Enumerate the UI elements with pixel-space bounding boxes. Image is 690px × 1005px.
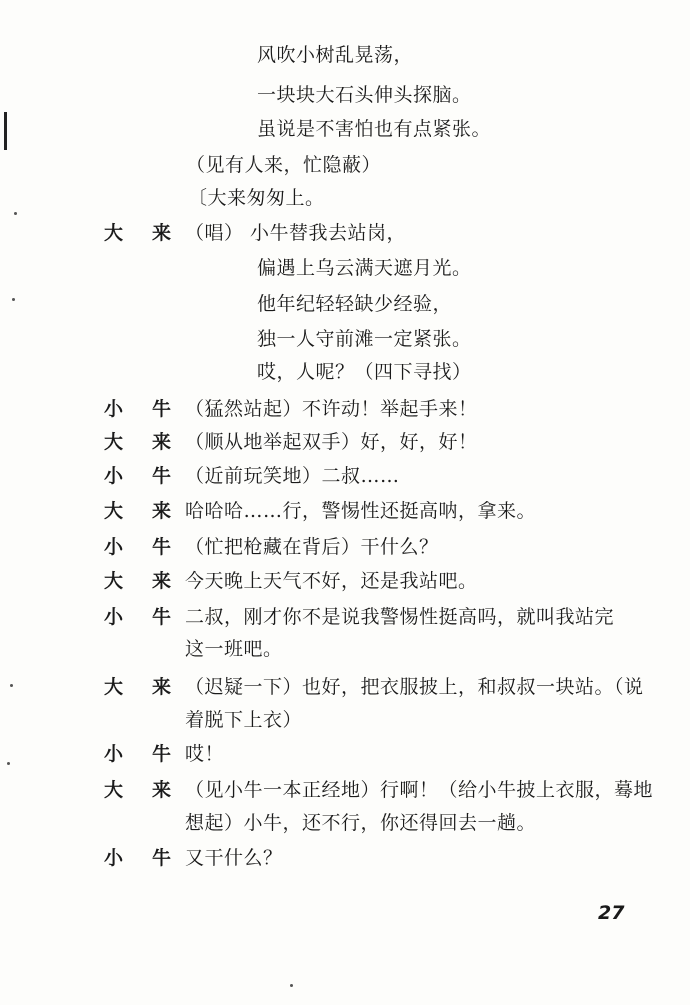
- verse-line: 虽说是不害怕也有点紧张。: [257, 118, 492, 140]
- speaker-label: 小 牛: [104, 398, 172, 420]
- dialog-line: （猛然站起）不许动！举起手来！: [185, 398, 478, 420]
- speaker-label: 小 牛: [104, 606, 172, 628]
- stage-direction: （见有人来，忙隐蔽）: [186, 154, 382, 176]
- speaker-label: 小 牛: [104, 743, 172, 765]
- dialog-line: 他年纪轻轻缺少经验，: [257, 293, 453, 315]
- dialog-line: 又干什么？: [185, 847, 283, 869]
- verse-line: 一块块大石头伸头探脑。: [257, 84, 472, 106]
- paper-speck: [12, 298, 15, 301]
- dialog-line: 二叔，刚才你不是说我警惕性挺高吗，就叫我站完: [185, 606, 615, 628]
- speaker-label: 大 来: [104, 676, 172, 698]
- dialog-line: 独一人守前滩一定紧张。: [257, 328, 472, 350]
- dialog-line: （唱） 小牛替我去站岗，: [185, 222, 407, 244]
- dialog-line: 这一班吧。: [185, 638, 283, 660]
- dialog-line: （顺从地举起双手）好，好，好！: [185, 431, 478, 453]
- dialog-line: （迟疑一下）也好，把衣服披上，和叔叔一块站。（说: [185, 676, 644, 698]
- dialog-line: 今天晚上天气不好，还是我站吧。: [185, 570, 478, 592]
- paper-speck: [290, 984, 293, 987]
- dialog-line: （近前玩笑地）二叔……: [185, 465, 400, 487]
- dialog-line: 想起）小牛，还不行，你还得回去一趟。: [185, 812, 537, 834]
- speaker-label: 大 来: [104, 779, 172, 801]
- stage-direction: 〔大来匆匆上。: [188, 187, 325, 209]
- speaker-label: 小 牛: [104, 536, 172, 558]
- margin-mark: [4, 112, 7, 150]
- dialog-line: 哎！: [185, 743, 225, 765]
- speaker-label: 大 来: [104, 222, 172, 244]
- speaker-label: 大 来: [104, 500, 172, 522]
- paper-speck: [7, 762, 10, 765]
- page-number: 27: [598, 902, 625, 924]
- speaker-label: 大 来: [104, 570, 172, 592]
- dialog-line: （忙把枪藏在背后）干什么？: [185, 536, 439, 558]
- paper-speck: [14, 212, 17, 215]
- speaker-label: 小 牛: [104, 465, 172, 487]
- dialog-line: 偏遇上乌云满天遮月光。: [257, 257, 472, 279]
- dialog-line: 哈哈哈……行，警惕性还挺高呐，拿来。: [185, 500, 537, 522]
- dialog-line: （见小牛一本正经地）行啊！（给小牛披上衣服，蓦地: [185, 779, 654, 801]
- dialog-line: 哎，人呢？（四下寻找）: [257, 361, 472, 383]
- speaker-label: 小 牛: [104, 847, 172, 869]
- paper-speck: [10, 684, 13, 687]
- speaker-label: 大 来: [104, 431, 172, 453]
- dialog-line: 着脱下上衣）: [185, 709, 303, 731]
- verse-line: 风吹小树乱晃荡，: [257, 44, 414, 66]
